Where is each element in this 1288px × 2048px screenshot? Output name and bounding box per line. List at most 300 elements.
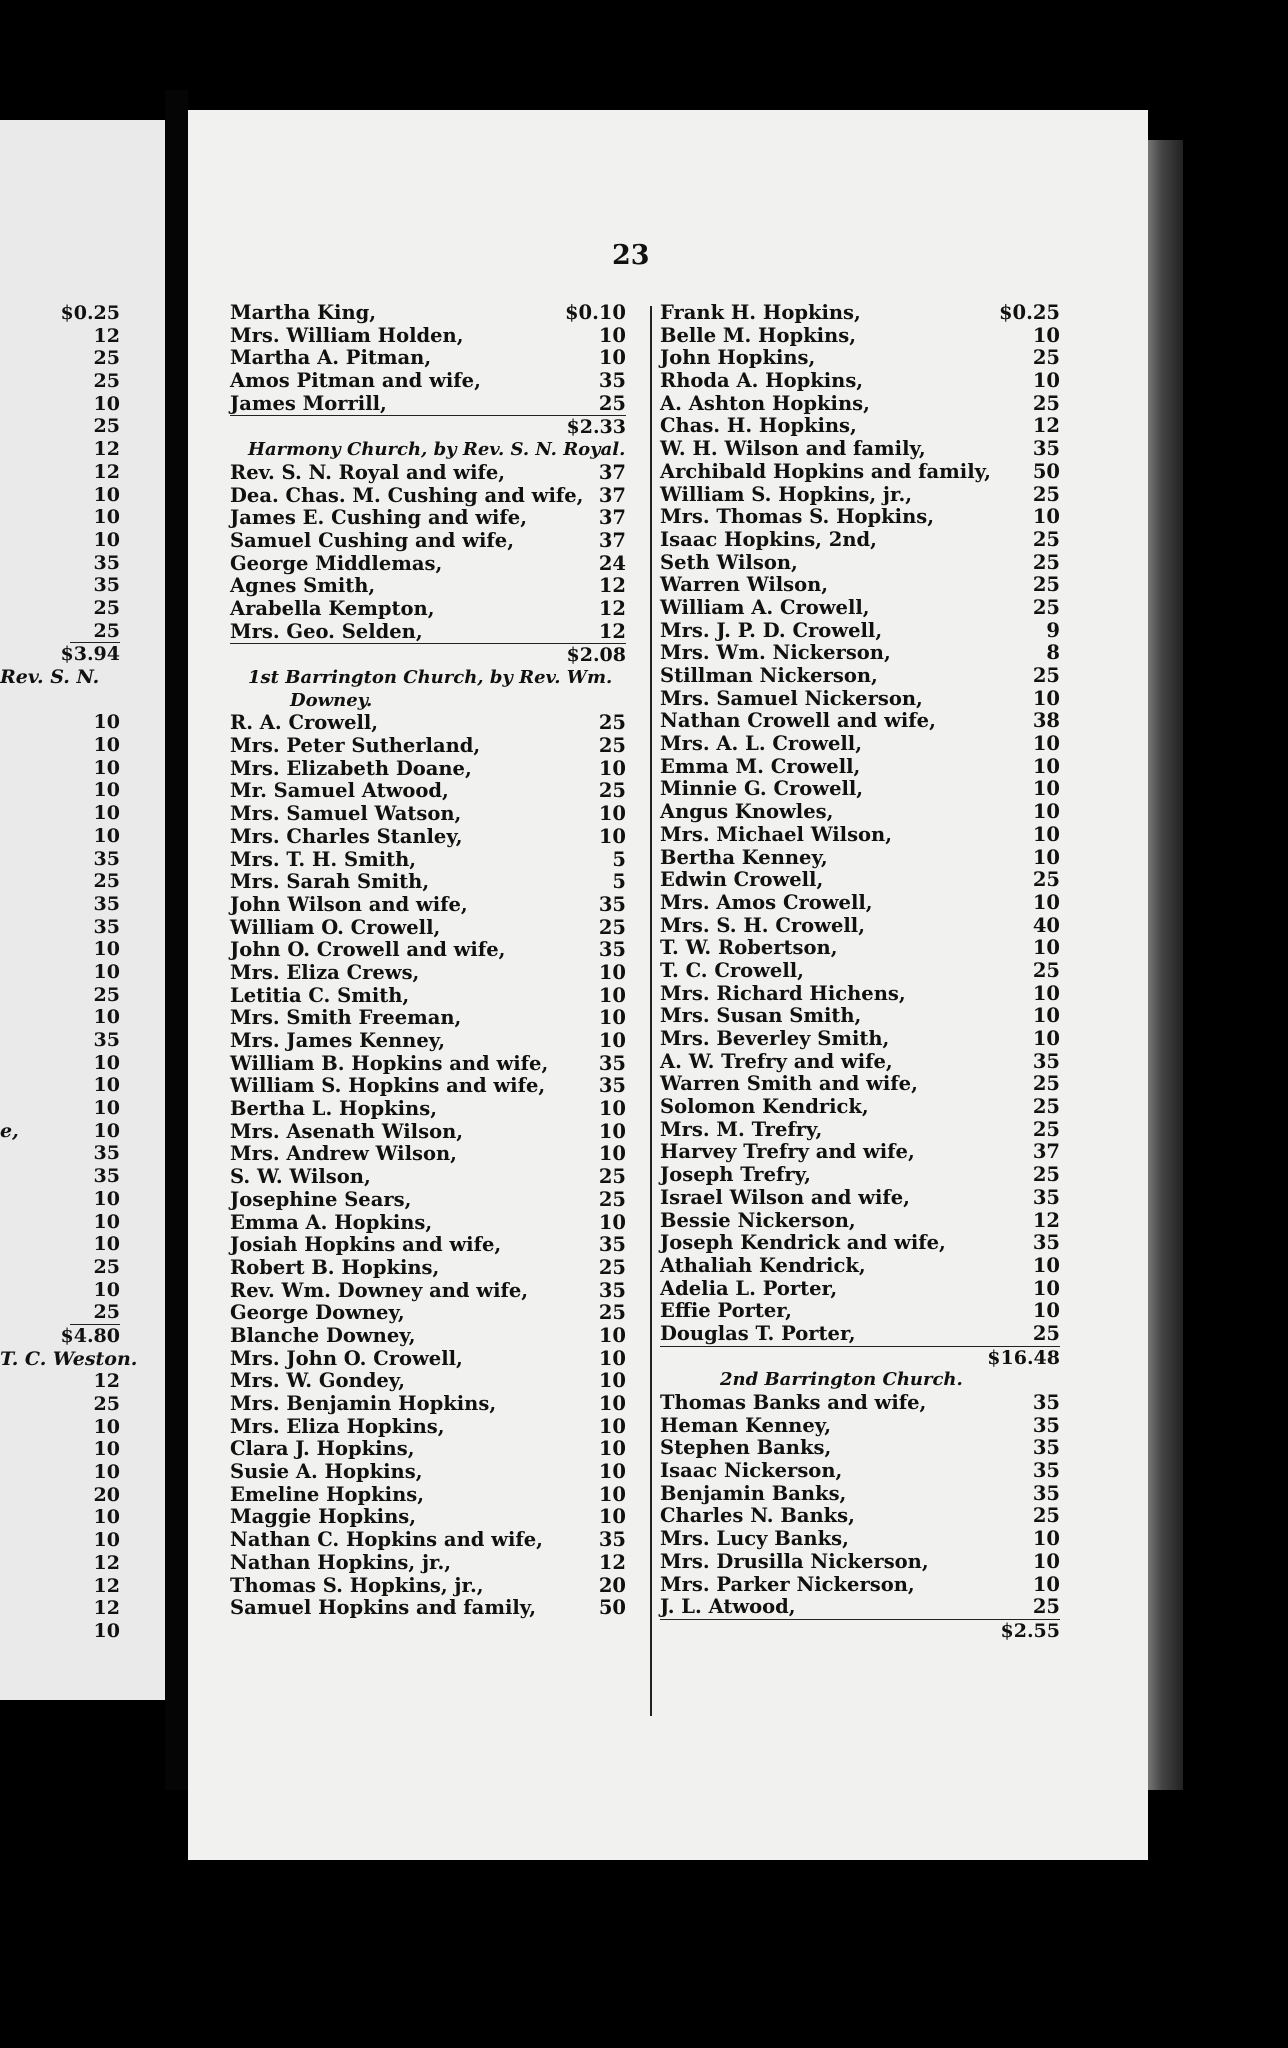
contribution-amount: 10: [598, 1482, 626, 1506]
contribution-amount: 10: [598, 1437, 626, 1461]
church-heading: [230, 690, 626, 713]
contributor-row: [660, 1164, 1060, 1187]
contributor-row: [230, 1370, 626, 1393]
contributor-row: [660, 847, 1060, 870]
contribution-amount: 35: [1032, 1459, 1060, 1483]
contributor-row: [230, 780, 626, 803]
contribution-amount: 25: [598, 391, 626, 415]
contributor-row: [660, 529, 1060, 552]
contribution-amount: 35: [598, 1278, 626, 1302]
subtotal-amount: $16.48: [987, 1346, 1060, 1369]
contributor-name: Solomon Kendrick,: [660, 1095, 869, 1119]
contributor-row: [660, 733, 1060, 756]
facing-amount: 10: [93, 938, 120, 961]
contributor-row: [660, 1415, 1060, 1438]
contribution-amount: 10: [598, 1097, 626, 1121]
contribution-amount: 25: [1032, 664, 1060, 687]
facing-amount: 25: [93, 1393, 120, 1415]
contributor-name: Frank H. Hopkins,: [660, 301, 861, 324]
contributor-name: A. W. Trefry and wife,: [660, 1049, 893, 1073]
facing-amount: 35: [93, 847, 120, 870]
contributor-name: Mrs. Thomas S. Hopkins,: [660, 505, 935, 529]
facing-row: [0, 1029, 120, 1052]
contributor-name: Athaliah Kendrick,: [660, 1253, 866, 1277]
contributor-row: [660, 1278, 1060, 1301]
contributor-row: [660, 347, 1060, 370]
facing-row: [0, 1142, 120, 1165]
contributor-name: Rev. Wm. Downey and wife,: [230, 1278, 529, 1302]
facing-row: [0, 916, 120, 939]
subscription-list-left: [230, 302, 626, 1620]
contributor-row: [660, 1505, 1060, 1528]
facing-row: [0, 302, 120, 325]
contributor-name: Mrs. James Kenney,: [230, 1029, 446, 1052]
contribution-amount: 10: [598, 1006, 626, 1030]
facing-amount: 10: [93, 1119, 120, 1142]
contributor-row: [230, 598, 626, 621]
contributor-row: [230, 1053, 626, 1076]
contributor-row: [660, 688, 1060, 711]
contributor-name: James Morrill,: [230, 391, 387, 415]
contributor-name: Mrs. Charles Stanley,: [230, 824, 463, 848]
facing-row: [0, 393, 120, 416]
contributor-row: [230, 1234, 626, 1257]
facing-amount: 12: [93, 1597, 120, 1620]
contributor-row: [660, 1028, 1060, 1051]
facing-row: [0, 1484, 120, 1507]
contribution-amount: 12: [1032, 1208, 1060, 1232]
contribution-amount: 10: [1032, 732, 1060, 756]
contributor-row: [230, 621, 626, 644]
contributor-name: Thomas S. Hopkins, jr.,: [230, 1573, 484, 1597]
contributor-name: Bessie Nickerson,: [660, 1208, 856, 1232]
contributor-row: [230, 1325, 626, 1348]
contributor-name: Martha A. Pitman,: [230, 346, 432, 370]
contribution-amount: 35: [1032, 1049, 1060, 1073]
contributor-row: [230, 1007, 626, 1030]
contributor-row: [230, 1461, 626, 1484]
contributor-row: [230, 826, 626, 849]
contribution-amount: 10: [598, 1369, 626, 1393]
facing-amount: 35: [93, 574, 120, 597]
contributor-row: [660, 1551, 1060, 1574]
contribution-amount: 10: [1032, 800, 1060, 824]
subtotal-row: [660, 1346, 1060, 1370]
contributor-row: [660, 1574, 1060, 1597]
contributor-name: Mrs. Amos Crowell,: [660, 890, 873, 914]
contribution-amount: 35: [598, 938, 626, 962]
contributor-row: [660, 778, 1060, 801]
contributor-row: [660, 574, 1060, 597]
facing-row: [0, 825, 120, 848]
contribution-amount: 37: [598, 483, 626, 507]
church-heading-text: Harmony Church, by Rev. S. N. Royal.: [248, 439, 626, 461]
contribution-amount: 50: [1032, 459, 1060, 483]
facing-row: [0, 848, 120, 871]
facing-row: [0, 961, 120, 984]
contribution-amount: 20: [598, 1573, 626, 1597]
contributor-row: [230, 1552, 626, 1575]
contribution-amount: 25: [1032, 1117, 1060, 1141]
contributor-name: Stillman Nickerson,: [660, 664, 878, 687]
contributor-name: Mrs. Lucy Banks,: [660, 1527, 849, 1551]
contribution-amount: 10: [1032, 686, 1060, 710]
contributor-name: Mrs. Wm. Nickerson,: [660, 641, 891, 665]
contributor-row: [230, 1121, 626, 1144]
facing-row: [0, 529, 120, 552]
facing-amount: 10: [93, 734, 120, 757]
facing-row: [0, 870, 120, 893]
facing-amount: 10: [93, 1074, 120, 1097]
facing-amount: 10: [93, 1278, 120, 1301]
contributor-name: Mrs. T. H. Smith,: [230, 847, 417, 871]
facing-amount: 10: [93, 1233, 120, 1256]
contributor-name: Mrs. Susan Smith,: [660, 1004, 862, 1028]
contributor-row: [230, 575, 626, 598]
contributor-name: Heman Kenney,: [660, 1413, 832, 1437]
facing-row: [0, 1438, 120, 1461]
contributor-row: [230, 370, 626, 393]
contribution-amount: 37: [598, 528, 626, 552]
contribution-amount: 25: [598, 734, 626, 758]
contributor-row: [660, 915, 1060, 938]
contributor-name: Charles N. Banks,: [660, 1504, 855, 1528]
subtotal-row: [230, 415, 626, 439]
contributor-row: [660, 756, 1060, 779]
contributor-name: Josiah Hopkins and wife,: [230, 1233, 502, 1257]
contributor-row: [660, 302, 1060, 325]
contributor-name: Rev. S. N. Royal and wife,: [230, 460, 506, 484]
facing-page-amounts: [0, 302, 138, 1643]
contribution-amount: 10: [1032, 845, 1060, 869]
contributor-name: Robert B. Hopkins,: [230, 1255, 440, 1279]
contribution-amount: 10: [598, 1119, 626, 1143]
facing-row: [0, 1461, 120, 1484]
contributor-row: [660, 892, 1060, 915]
contributor-row: [230, 1257, 626, 1280]
contribution-amount: 35: [1032, 1413, 1060, 1437]
contribution-amount: 10: [1032, 1004, 1060, 1028]
contributor-row: [660, 1300, 1060, 1323]
contributor-name: Mrs. M. Trefry,: [660, 1117, 823, 1141]
contribution-amount: 35: [598, 1074, 626, 1098]
contributor-name: Thomas Banks and wife,: [660, 1391, 927, 1414]
facing-amount: 10: [93, 1187, 120, 1210]
contributor-row: [660, 370, 1060, 393]
contribution-amount: 10: [598, 824, 626, 848]
contributor-name: Mrs. Smith Freeman,: [230, 1006, 462, 1030]
contributor-name: Belle M. Hopkins,: [660, 323, 856, 347]
contribution-amount: 10: [1032, 1527, 1060, 1551]
contributor-row: [230, 985, 626, 1008]
contributor-name: William B. Hopkins and wife,: [230, 1051, 549, 1075]
facing-amount: 10: [93, 1461, 120, 1484]
facing-row: [0, 779, 120, 802]
contributor-row: [660, 710, 1060, 733]
contribution-amount: 10: [598, 1323, 626, 1347]
contributor-row: [660, 1392, 1060, 1415]
contributor-row: [230, 462, 626, 485]
contributor-name: R. A. Crowell,: [230, 711, 379, 735]
contribution-amount: 10: [1032, 1253, 1060, 1277]
contribution-amount: 25: [1032, 1072, 1060, 1096]
contribution-amount: 10: [1032, 505, 1060, 529]
contributor-name: William A. Crowell,: [660, 595, 870, 619]
contributor-name: Archibald Hopkins and family,: [660, 459, 991, 483]
contributor-row: [660, 325, 1060, 348]
contributor-row: [230, 1438, 626, 1461]
contributor-name: Emma M. Crowell,: [660, 754, 861, 778]
contribution-amount: 10: [1032, 890, 1060, 914]
facing-row: [0, 1620, 120, 1643]
contributor-name: Joseph Kendrick and wife,: [660, 1231, 946, 1255]
facing-row: [0, 1120, 120, 1143]
contributor-name: Isaac Hopkins, 2nd,: [660, 527, 877, 551]
contributor-row: [660, 1323, 1060, 1346]
contribution-amount: 25: [598, 1301, 626, 1325]
facing-amount: 10: [93, 1006, 120, 1029]
contribution-amount: 50: [598, 1596, 626, 1620]
facing-text-fragment: Rev. S. N.: [0, 666, 100, 688]
facing-amount: 25: [93, 1301, 120, 1324]
contributor-row: [230, 735, 626, 758]
contributor-row: [660, 438, 1060, 461]
facing-row: [0, 1211, 120, 1234]
facing-amount: 10: [93, 1097, 120, 1120]
contributor-row: [230, 530, 626, 553]
contributor-row: [230, 1597, 626, 1620]
contribution-amount: 35: [1032, 1481, 1060, 1505]
contributor-name: Minnie G. Crowell,: [660, 777, 864, 801]
contributor-row: [230, 849, 626, 872]
contributor-row: [230, 871, 626, 894]
contribution-amount: 37: [598, 460, 626, 484]
facing-amount: 10: [93, 802, 120, 825]
contributor-name: Douglas T. Porter,: [660, 1321, 856, 1345]
contribution-amount: 37: [1032, 1140, 1060, 1164]
contributor-row: [660, 642, 1060, 665]
contribution-amount: 25: [1032, 595, 1060, 619]
contribution-amount: 35: [1032, 1436, 1060, 1460]
facing-row: [0, 1347, 138, 1371]
contribution-amount: $0.10: [564, 301, 626, 324]
contributor-name: William S. Hopkins and wife,: [230, 1074, 546, 1098]
facing-amount: 10: [93, 1210, 120, 1233]
contribution-amount: 12: [598, 574, 626, 598]
contribution-amount: $0.25: [998, 301, 1060, 324]
facing-page-fragment: [0, 120, 165, 1700]
contributor-name: William O. Crowell,: [230, 915, 441, 939]
contributor-name: W. H. Wilson and family,: [660, 437, 926, 461]
facing-row: [0, 711, 120, 734]
facing-row: [0, 1097, 120, 1120]
contributor-name: Nathan Crowell and wife,: [660, 709, 936, 733]
church-heading-text: Downey.: [290, 689, 373, 711]
contributor-row: [660, 1528, 1060, 1551]
contributor-row: [660, 461, 1060, 484]
contributor-row: [660, 1187, 1060, 1210]
contributor-name: Martha King,: [230, 301, 377, 324]
contributor-name: John O. Crowell and wife,: [230, 938, 506, 962]
contribution-amount: 25: [598, 779, 626, 803]
contributor-row: [230, 894, 626, 917]
facing-row: [0, 370, 120, 393]
facing-amount: 10: [93, 824, 120, 847]
contributor-row: [660, 552, 1060, 575]
contribution-amount: 10: [598, 756, 626, 780]
contributor-name: S. W. Wilson,: [230, 1165, 371, 1189]
contributor-name: Maggie Hopkins,: [230, 1505, 417, 1529]
contributor-name: Mrs. W. Gondey,: [230, 1369, 405, 1393]
contributor-row: [230, 1030, 626, 1053]
contribution-amount: 10: [1032, 1549, 1060, 1573]
contributor-row: [660, 1483, 1060, 1506]
contributor-name: Nathan Hopkins, jr.,: [230, 1550, 452, 1574]
contributor-name: Effie Porter,: [660, 1299, 792, 1323]
contributor-name: Mrs. Peter Sutherland,: [230, 734, 481, 758]
facing-amount: 10: [93, 483, 120, 506]
contributor-row: [230, 917, 626, 940]
facing-amount: 10: [93, 1415, 120, 1438]
facing-row: [0, 461, 120, 484]
contributor-row: [230, 1575, 626, 1598]
subtotal-amount: $2.55: [1000, 1619, 1060, 1642]
facing-row: [0, 1529, 120, 1552]
contribution-amount: 35: [1032, 437, 1060, 461]
contributor-name: Bertha L. Hopkins,: [230, 1097, 437, 1121]
contribution-amount: 10: [598, 1460, 626, 1484]
contributor-name: Adelia L. Porter,: [660, 1276, 838, 1300]
contribution-amount: 10: [598, 323, 626, 347]
contribution-amount: 25: [598, 711, 626, 735]
contributor-name: Chas. H. Hopkins,: [660, 414, 857, 438]
facing-amount: 10: [93, 506, 120, 529]
contributor-row: [660, 484, 1060, 507]
contributor-row: [660, 1073, 1060, 1096]
contributor-name: Bertha Kenney,: [660, 845, 828, 869]
facing-amount: 35: [93, 551, 120, 574]
contributor-name: Mrs. A. L. Crowell,: [660, 732, 863, 756]
facing-amount: 10: [93, 528, 120, 551]
facing-amount: 10: [93, 1438, 120, 1461]
contribution-amount: 10: [1032, 1027, 1060, 1050]
contributor-name: Benjamin Banks,: [660, 1481, 847, 1505]
subtotal-row: [230, 643, 626, 667]
subtotal-amount: $2.33: [566, 416, 626, 439]
contributor-row: [660, 1460, 1060, 1483]
contributor-name: Nathan C. Hopkins and wife,: [230, 1528, 543, 1552]
facing-row: [0, 1233, 120, 1256]
contributor-name: T. C. Crowell,: [660, 958, 804, 982]
contribution-amount: 10: [598, 1029, 626, 1052]
contributor-name: Angus Knowles,: [660, 800, 834, 824]
contributor-row: [660, 620, 1060, 643]
contributor-name: Mrs. John O. Crowell,: [230, 1346, 463, 1370]
facing-amount: 25: [93, 596, 120, 619]
contributor-name: Isaac Nickerson,: [660, 1459, 843, 1483]
facing-row: [0, 1256, 120, 1279]
contributor-name: Harvey Trefry and wife,: [660, 1140, 915, 1164]
contribution-amount: 10: [598, 983, 626, 1007]
contributor-name: Mrs. Benjamin Hopkins,: [230, 1392, 497, 1415]
facing-amount: 12: [93, 438, 120, 461]
contributor-row: [660, 983, 1060, 1006]
contribution-amount: 24: [598, 551, 626, 575]
contribution-amount: 10: [598, 1414, 626, 1438]
contributor-row: [230, 1348, 626, 1371]
facing-amount: 10: [93, 1051, 120, 1074]
contributor-row: [230, 1393, 626, 1416]
facing-row: [0, 1165, 120, 1188]
contribution-amount: 12: [598, 1550, 626, 1574]
facing-row: [0, 325, 120, 348]
contribution-amount: 12: [598, 619, 626, 643]
contributor-row: [230, 325, 626, 348]
facing-row: [0, 666, 120, 689]
contribution-amount: 10: [1032, 1299, 1060, 1323]
facing-amount: 10: [93, 711, 120, 734]
facing-row: [0, 1552, 120, 1575]
book-gutter: [165, 90, 188, 1790]
facing-amount: 25: [93, 370, 120, 393]
contributor-row: [230, 962, 626, 985]
contributor-row: [660, 415, 1060, 438]
contribution-amount: 35: [598, 892, 626, 916]
contribution-amount: 25: [1032, 391, 1060, 415]
contribution-amount: 10: [598, 960, 626, 984]
contributor-name: John Wilson and wife,: [230, 892, 468, 916]
contribution-amount: 10: [598, 1210, 626, 1234]
subtotal-row: [660, 1619, 1060, 1643]
contributor-row: [660, 665, 1060, 688]
contributor-name: Mrs. S. H. Crowell,: [660, 913, 865, 937]
facing-row: [0, 1597, 120, 1620]
contributor-row: [230, 1280, 626, 1303]
contributor-name: Warren Wilson,: [660, 573, 829, 597]
contributor-name: Josephine Sears,: [230, 1187, 412, 1211]
facing-subtotal-row: [60, 642, 120, 666]
contributor-name: Susie A. Hopkins,: [230, 1460, 423, 1484]
contributor-name: Edwin Crowell,: [660, 868, 824, 892]
contributor-name: Letitia C. Smith,: [230, 983, 410, 1007]
contribution-amount: 37: [598, 506, 626, 530]
contributor-name: Israel Wilson and wife,: [660, 1185, 910, 1209]
contributor-row: [660, 1051, 1060, 1074]
contributor-name: Mrs. Andrew Wilson,: [230, 1142, 457, 1166]
contributor-name: William S. Hopkins, jr.,: [660, 482, 913, 506]
contributor-row: [230, 1484, 626, 1507]
facing-row: [0, 506, 120, 529]
facing-row: [0, 1370, 120, 1393]
contributor-name: J. L. Atwood,: [660, 1595, 796, 1619]
contribution-amount: 25: [598, 1255, 626, 1279]
contribution-amount: 12: [598, 596, 626, 620]
contributor-row: [230, 758, 626, 781]
contribution-amount: 10: [1032, 981, 1060, 1005]
contributor-name: Mrs. Drusilla Nickerson,: [660, 1549, 929, 1573]
contribution-amount: 40: [1032, 913, 1060, 937]
contributor-row: [230, 1416, 626, 1439]
contributor-row: [660, 1210, 1060, 1233]
contribution-amount: 35: [598, 1051, 626, 1075]
contributor-row: [230, 393, 626, 416]
contribution-amount: 25: [1032, 1095, 1060, 1119]
facing-row: [0, 574, 120, 597]
contribution-amount: 35: [1032, 1391, 1060, 1414]
contribution-amount: 10: [1032, 369, 1060, 393]
contributor-name: Dea. Chas. M. Cushing and wife,: [230, 483, 584, 507]
facing-row: [0, 1416, 120, 1439]
